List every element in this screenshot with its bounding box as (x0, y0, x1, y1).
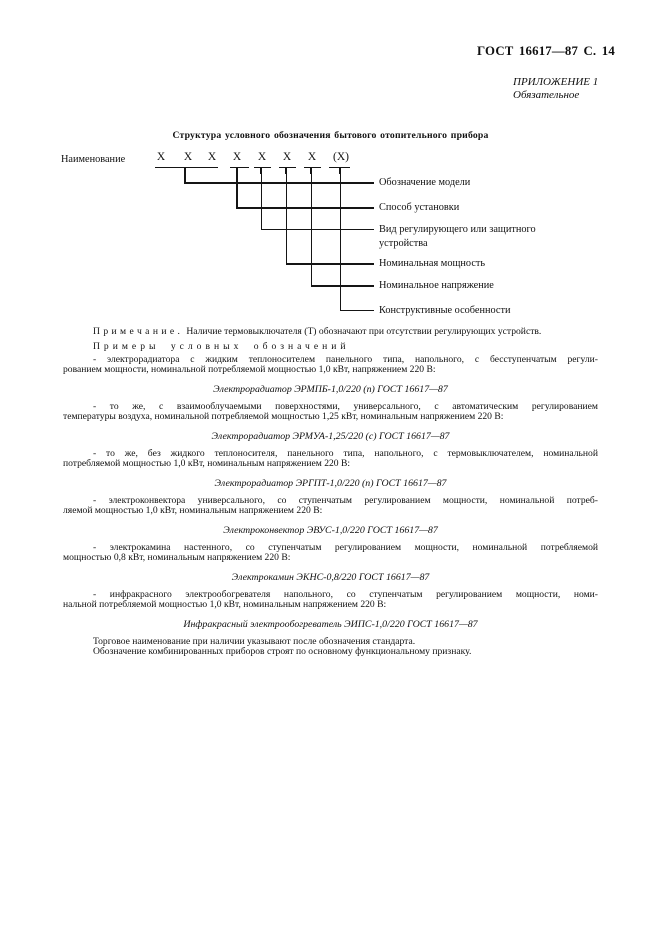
callout-design-features: Конструктивные особенности (379, 305, 511, 316)
connector-vertical (311, 167, 312, 287)
appendix-block (513, 76, 598, 101)
example-designation: Электроконвектор ЭВУС-1,0/220 ГОСТ 16617—87 (223, 525, 438, 536)
x-position-optional: (X) (333, 151, 349, 163)
x-position-1: X (156, 151, 166, 163)
example-description-line: - электроконвектора универсального, со ступенчатым регулированием мощности, номинальной потреб- (93, 495, 598, 506)
example-description-line: - электрокамина настенного, со ступенчатым регулированием мощности, номинальной потребляемой (93, 542, 598, 553)
example-description-line: температуры воздуха, номинальной потребляемой мощностью 1,25 кВт, номинальным напряжением 220 В: (63, 411, 504, 422)
x-position-7: X (307, 151, 317, 163)
x-underline (279, 167, 296, 168)
x-position-5: X (257, 151, 267, 163)
connector-tick (339, 167, 341, 174)
example-designation: Инфракрасный электрообогреватель ЭИПС-1,0/220 ГОСТ 16617—87 (183, 619, 478, 630)
connector-tick (285, 167, 287, 174)
example-description-line: нальной потребляемой мощностью 1,0 кВт, номинальным напряжением 220 В: (63, 599, 387, 610)
example-description-line: - то же, с взаимооблучаемыми поверхностями, универсального, с автоматическим регулированием (93, 401, 598, 412)
connector-horizontal (311, 285, 374, 287)
callout-model-designation: Обозначение модели (379, 177, 471, 188)
example-description-line: ляемой мощностью 1,0 кВт, номинальным напряжением 220 В: (63, 505, 323, 516)
connector-horizontal (286, 263, 374, 265)
example-block (63, 496, 598, 536)
example-designation: Электрорадиатор ЭРМПБ-1,0/220 (п) ГОСТ 16617—87 (213, 384, 448, 395)
example-description-line: - инфракрасного электрообогревателя напольного, со ступенчатым регулированием мощности, номи- (93, 589, 598, 600)
body-text (63, 327, 598, 657)
example-designation: Электрорадиатор ЭРГПТ-1,0/220 (п) ГОСТ 16617—87 (214, 478, 447, 489)
connector-horizontal (261, 229, 374, 230)
connector-horizontal (184, 182, 374, 184)
example-description-line: потребляемой мощностью 1,0 кВт, номинальным напряжением 220 В: (63, 458, 351, 469)
example-block (63, 449, 598, 489)
diagram-title: Структура условного обозначения бытового отопительного прибора (172, 130, 489, 141)
callout-regulating-device-type: Вид регулирующего или защитного устройства (379, 224, 536, 249)
callout-installation-method: Способ установки (379, 202, 460, 213)
appendix-subtitle: Обязательное (513, 88, 580, 101)
x-underline (304, 167, 321, 168)
note-text: Наличие термовыключателя (Т) обозначают при отсутствии регулирующих устройств. (186, 326, 542, 337)
connector-vertical (261, 167, 262, 230)
x-underline (230, 167, 249, 168)
x-position-2: X (183, 151, 193, 163)
diagram-name-label: Наименование (61, 154, 126, 165)
connector-tick (260, 167, 262, 174)
example-description-line: - электрорадиатора с жидким теплоносителем панельного типа, напольного, с бесступенчатым регули- (93, 354, 598, 365)
x-position-4: X (232, 151, 242, 163)
example-block (63, 355, 598, 395)
example-description-line: рованием мощности, номинальной потребляемой мощностью 1,0 кВт, напряжением 220 В: (63, 364, 436, 375)
closing-paragraph: Торговое наименование при наличии указывают после обозначения стандарта. (93, 636, 416, 647)
connector-horizontal (340, 310, 374, 311)
example-block (63, 590, 598, 630)
example-description-line: - то же, без жидкого теплоносителя, панельного типа, напольного, с термовыключателем, номинальной (93, 448, 598, 459)
page-header-ref: ГОСТ 16617—87 С. 14 (477, 44, 615, 58)
callout-nominal-power: Номинальная мощность (379, 258, 486, 269)
closing-paragraph: Обозначение комбинированных приборов строят по основному функциональному признаку. (93, 646, 472, 657)
connector-tick (310, 167, 312, 174)
example-block (63, 543, 598, 583)
connector-horizontal (236, 207, 374, 209)
examples-heading: Примеры условных обозначений (93, 341, 350, 352)
note-paragraph (63, 327, 598, 337)
callout-nominal-voltage: Номинальное напряжение (379, 280, 494, 291)
connector-vertical (340, 167, 341, 311)
note-label: Примечание. (93, 326, 184, 337)
example-block (63, 402, 598, 442)
example-designation: Электрорадиатор ЭРМУА-1,25/220 (с) ГОСТ 16617—87 (211, 431, 450, 442)
x-underline (254, 167, 271, 168)
example-description-line: мощностью 0,8 кВт, номинальным напряжением 220 В: (63, 552, 291, 563)
x-position-6: X (282, 151, 292, 163)
appendix-label: ПРИЛОЖЕНИЕ 1 (513, 76, 599, 88)
connector-vertical (236, 167, 238, 209)
example-designation: Электрокамин ЭКНС-0,8/220 ГОСТ 16617—87 (231, 572, 430, 583)
x-group-underline (155, 167, 218, 168)
x-position-3: X (207, 151, 217, 163)
